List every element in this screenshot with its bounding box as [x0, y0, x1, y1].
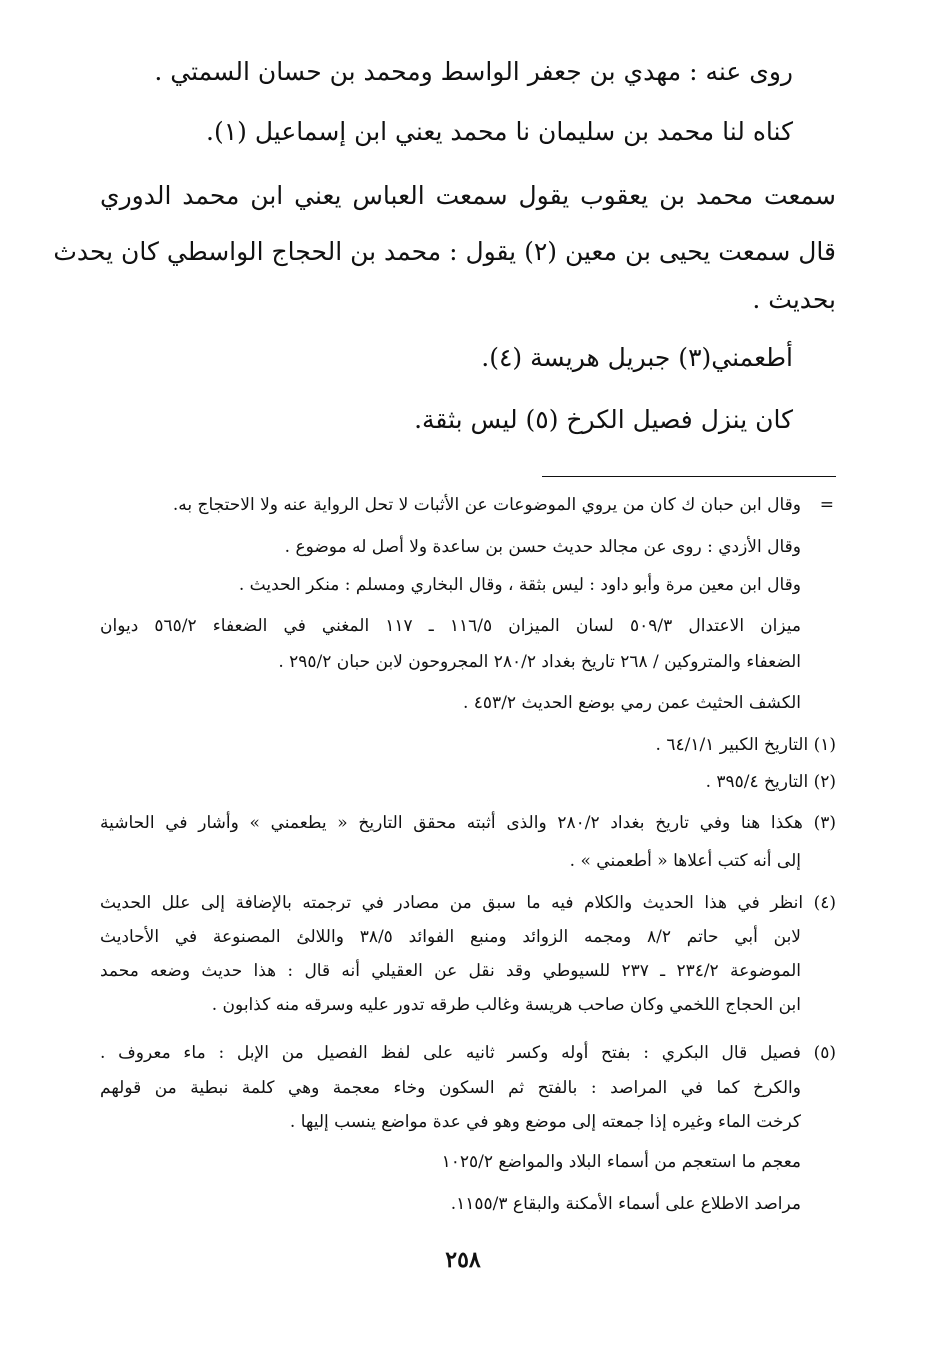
- footnote-5-continuation: والكرخ كما في المراصد : بالفتح ثم السكون وخاء معجمة وهي كلمة نبطية من قولهم: [100, 1078, 801, 1098]
- footnote-5-reference: مراصد الاطلاع على أسماء الأمكنة والبقاع ١١٥٥/٣.: [450, 1194, 801, 1214]
- main-text-line: بحديث .: [752, 285, 836, 314]
- main-text-line: سمعت محمد بن يعقوب يقول سمعت العباس يعني ابن محمد الدوري: [100, 181, 836, 210]
- footnote-3: (٣) هكذا هنا وفي تاريخ بغداد ٢٨٠/٢ والذى أثبته محقق التاريخ « يطعمني » وأشار في الحاشية: [100, 813, 837, 833]
- footnote-line: الضعفاء والمتروكين / ٢٦٨ تاريخ بغداد ٢٨٠/٢ المجروحون لابن حبان ٢٩٥/٢ .: [278, 652, 801, 672]
- continuation-mark: =: [819, 495, 834, 515]
- footnote-line: وقال ابن معين مرة وأبو داود : ليس بثقة ، وقال البخاري ومسلم : منكر الحديث .: [238, 575, 801, 595]
- main-text-line: أطعمني(٣) جبريل هريسة (٤).: [481, 343, 793, 372]
- footnote-line: الكشف الحثيث عمن رمي بوضع الحديث ٤٥٣/٢ .: [462, 693, 801, 713]
- footnote-line: ميزان الاعتدال ٥٠٩/٣ لسان الميزان ١١٦/٥ ـ ١١٧ المغني في الضعفاء ٥٦٥/٢ ديوان: [100, 616, 801, 636]
- footnote-3-continuation: إلى أنه كتب أعلاها « أطعمني » .: [569, 851, 801, 871]
- footnote-5: (٥) فصيل قال البكري : بفتح أوله وكسر ثانيه على لفظ الفصيل من الإبل : ماء معروف .: [100, 1043, 836, 1063]
- footnote-line: وقال ابن حبان ك كان من يروي الموضوعات عن الأثبات لا تحل الرواية عنه ولا الاحتجاج به.: [172, 495, 801, 515]
- footnote-4-continuation: ابن الحجاج اللخمي وكان صاحب هريسة وغالب طرقه تدور عليه وسرقه منه كذابون .: [211, 995, 801, 1015]
- footnote-4-continuation: لابن أبي حاتم ٨/٢ ومجمه الزوائد ومنبع الفوائد ٣٨/٥ واللالئ المصنوعة في الأحاديث: [100, 927, 802, 947]
- main-text-line: قال سمعت يحيى بن معين (٢) يقول : محمد بن الحجاج الواسطي كان يحدث: [53, 237, 836, 266]
- footnote-5-reference: معجم ما استعجم من أسماء البلاد والمواضع ١٠٢٥/٢: [441, 1152, 801, 1172]
- main-text-line: كان ينزل فصيل الكرخ (٥) ليس بثقة.: [414, 405, 793, 434]
- main-text-line: روى عنه : مهدي بن جعفر الواسط ومحمد بن حسان السمتي .: [154, 57, 793, 86]
- footnote-separator-rule: [542, 476, 836, 477]
- main-text-line: كناه لنا محمد بن سليمان نا محمد يعني ابن إسماعيل (١).: [206, 117, 793, 146]
- footnote-2: (٢) التاريخ ٣٩٥/٤ .: [705, 772, 836, 792]
- footnote-line: وقال الأزدي : روى عن مجالد حديث حسن بن ساعدة ولا أصل له موضوع .: [284, 537, 801, 557]
- footnote-4-continuation: الموضوعة ٢٣٤/٢ ـ ٢٣٧ للسيوطي وقد نقل عن العقيلي أنه قال : هذا حديث وضعه محمد: [100, 961, 801, 981]
- footnote-1: (١) التاريخ الكبير ٦٤/١/١ .: [655, 735, 836, 755]
- footnote-4: (٤) انظر في هذا الحديث والكلام فيه ما سبق من مصادر في ترجمته بالإضافة إلى علل الحديث: [100, 893, 836, 913]
- page-number: ٢٥٨: [445, 1247, 481, 1273]
- footnote-5-continuation: كرخت الماء وغيره إذا جمعته إلى موضع وهو في عدة مواضع ينسب إليها .: [289, 1112, 801, 1132]
